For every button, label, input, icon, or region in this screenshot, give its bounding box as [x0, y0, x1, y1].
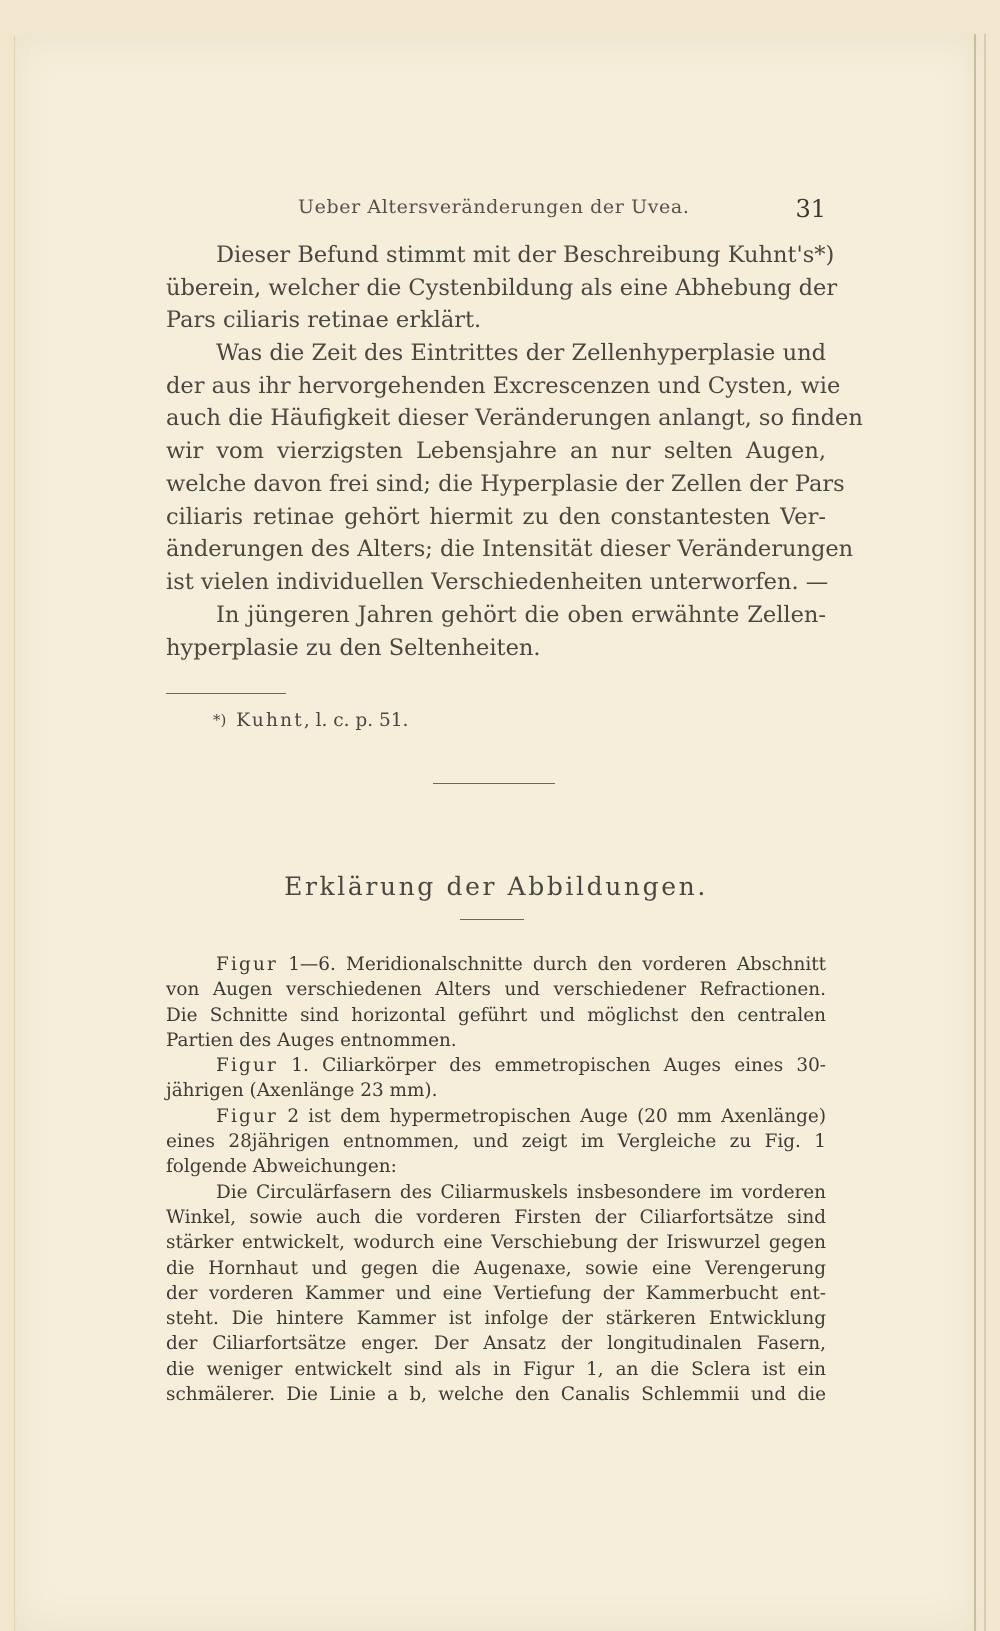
text-line: Was die Zeit des Eintrittes der Zellenhyperplasie und	[216, 340, 826, 366]
text-line: wir vom vierzigsten Lebensjahre an nur selten Augen,	[166, 438, 826, 465]
explanation-figur-2	[166, 1104, 826, 1180]
page-left-edge	[14, 36, 15, 1631]
text-line: Dieser Befund stimmt mit der Beschreibung Kuhnt's*)	[216, 242, 835, 268]
section-title: Erklärung der Abbildungen.	[284, 872, 708, 901]
running-title: Ueber Altersveränderungen der Uvea.	[298, 196, 690, 218]
text-line: schmälerer. Die Linie a b, welche den Canalis Schlemmii und die	[166, 1384, 826, 1406]
text-line: der Ciliarfortsätze enger. Der Ansatz der longitudinalen Fasern,	[166, 1333, 826, 1355]
paragraph-3	[166, 599, 826, 664]
paragraph-1	[166, 239, 838, 337]
text-line: die Hornhaut und gegen die Augenaxe, sowie eine Verengerung	[166, 1257, 826, 1279]
text-line: die weniger entwickelt sind als in Figur 1, an die Sclera ist ein	[166, 1358, 826, 1380]
paragraph-2	[166, 337, 863, 599]
text-line: jährigen (Axenlänge 23 mm).	[166, 1080, 438, 1102]
figure-explanations	[166, 952, 826, 1407]
section-divider	[433, 783, 555, 784]
text-line: ciliaris retinae gehört hiermit zu den constantesten Ver-	[166, 503, 826, 530]
page-number: 31	[795, 195, 826, 223]
footnote-text: , l. c. p. 51.	[303, 710, 409, 731]
footnote	[213, 710, 408, 731]
text-line: Die Schnitte sind horizontal geführt und möglichst den centralen	[166, 1004, 826, 1026]
text-line: überein, welcher die Cystenbildung als eine Abhebung der	[166, 274, 838, 301]
text-line: 1. Ciliarkörper des emmetropischen Auges eines 30-	[278, 1055, 826, 1077]
text-line: stärker entwickelt, wodurch eine Verschiebung der Iriswurzel gegen	[166, 1232, 826, 1254]
figure-label: Figur	[216, 1105, 279, 1127]
explanation-figur-1-6	[166, 952, 826, 1053]
text-line: welche davon frei sind; die Hyperplasie der Zellen der Pars	[166, 470, 845, 497]
text-line: eines 28jährigen entnommen, und zeigt im Vergleiche zu Fig. 1	[166, 1131, 826, 1153]
text-line: In jüngeren Jahren gehört die oben erwähnte Zellen-	[216, 602, 826, 628]
explanation-figur-2-details	[166, 1180, 826, 1408]
running-header	[298, 196, 826, 226]
figure-label: Figur	[216, 1055, 279, 1077]
text-line: Partien des Auges entnommen.	[166, 1029, 457, 1051]
text-line: auch die Häufigkeit dieser Veränderungen anlangt, so finden	[166, 405, 863, 432]
page-right-edge	[974, 34, 976, 1631]
text-line: änderungen des Alters; die Intensität dieser Veränderungen	[166, 536, 854, 563]
text-line: der vorderen Kammer und eine Vertiefung der Kammerbucht ent-	[166, 1282, 826, 1304]
text-line: folgende Abweichungen:	[166, 1156, 397, 1178]
text-line: Winkel, sowie auch die vorderen Firsten der Ciliarfortsätze sind	[166, 1206, 826, 1228]
figure-label: Figur	[216, 954, 279, 975]
text-line: Die Circulärfasern des Ciliarmuskels insbesondere im vorderen	[216, 1181, 826, 1203]
explanation-figur-1	[166, 1053, 826, 1104]
text-line: 2 ist dem hypermetropischen Auge (20 mm Axenlänge)	[278, 1105, 826, 1127]
text-line: steht. Die hintere Kammer ist infolge der stärkeren Entwicklung	[166, 1308, 826, 1330]
text-line: von Augen verschiedenen Alters und verschiedener Refractionen.	[166, 979, 826, 1001]
text-line: Pars ciliaris retinae erklärt.	[166, 307, 482, 334]
footnote-author: Kuhnt	[236, 710, 304, 731]
text-line: hyperplasie zu den Seltenheiten.	[166, 634, 541, 661]
footnote-rule	[166, 693, 286, 694]
footnote-mark: *)	[213, 711, 227, 729]
text-line: ist vielen individuellen Verschiedenheiten unterworfen. —	[166, 568, 829, 595]
text-line: 1—6. Meridionalschnitte durch den vorderen Abschnitt	[278, 954, 826, 975]
text-line: der aus ihr hervorgehenden Excrescenzen und Cysten, wie	[166, 372, 841, 399]
title-rule	[460, 919, 524, 920]
page-stack-edge	[984, 34, 986, 1631]
